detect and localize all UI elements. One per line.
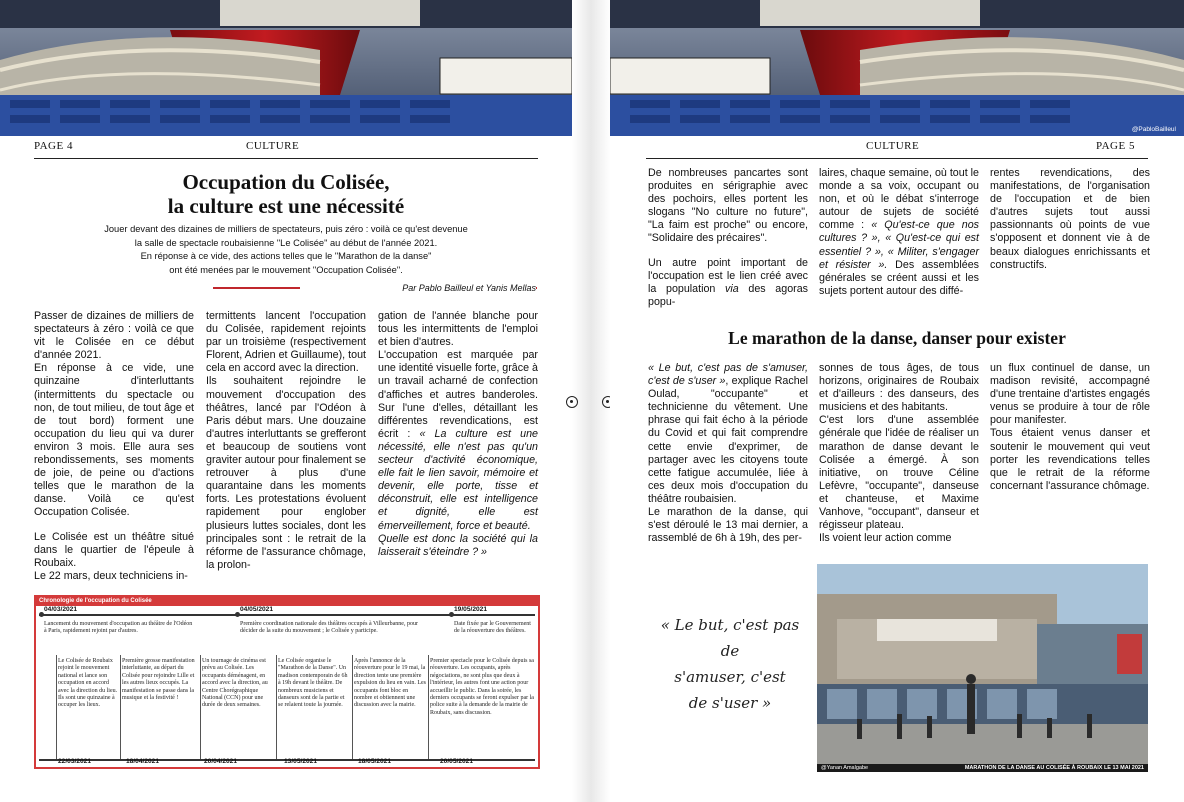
timeline-event-text: Après l'annonce de la réouverture pour le 19 mai, la direction tente une première expulsion du lieu en vain. Les occupants font bloc en nombre et obtiennent une discussion avec la mairie. (354, 658, 426, 709)
body-column-3 (378, 310, 538, 559)
paragraph-text: laires, chaque semaine, où tout le monde a sa voix, occupant ou non, et où le débat s'interroge autour de sujets de société comme : (819, 167, 979, 232)
photo-credit-top: @PabloBailleul (1131, 126, 1176, 133)
colisee-photo (817, 564, 1148, 772)
timeline-tick (120, 655, 121, 759)
timeline-date: 13/05/2021 (284, 758, 318, 765)
paragraph: Tous étaient venus danser et soutenir le mouvement qui veut porter les revendications telles que le retrait de la réforme concernant l'assurance chômage. (990, 427, 1150, 492)
timeline-date: 19/05/2021 (454, 606, 488, 613)
byline: Par Pablo Bailleul et Yanis Mellas (300, 283, 536, 293)
paragraph: Passer de dizaines de milliers de spectateurs à zéro : voilà ce que vit le Colisée en ce début d'année 2021. (34, 310, 194, 362)
hero-photo-theatre-right (610, 0, 1184, 136)
paragraph-text: Des assemblées générales se créent aussi et les sujets portent autour des diffé- (819, 258, 979, 297)
paragraph: rentes revendications, des manifestations, de l'organisation de l'occupation et de bien d'autres sujets tout aussi passionnants où points de vue s'opposent et donnent vie à de beaux dialogues enrichissants et constructifs. (990, 167, 1150, 271)
pull-quote (650, 612, 810, 716)
page-number-left: PAGE 4 (34, 140, 73, 152)
timeline-event-text: Première coordination nationale des théâtres occupés à Villeurbanne, pour décider de la suite du mouvement ; le Colisée y participe. (240, 621, 418, 635)
timeline-tick (56, 655, 57, 759)
paragraph: En réponse à ce vide, une quinzaine d'interluttants (intermittents du spectacle ou non, de tout milieu, de tout âge et de tout bord) forment une occupation du lieu qui va durer environ 3 mois. Elle aura ses rebondissements, ses moments de joie, de peine ou d'actions telles que le marathon de la danse. Voilà ce qu'est Occupation Colisée. (34, 362, 194, 519)
timeline-box (34, 595, 540, 769)
timeline-date: 22/03/2021 (58, 758, 92, 765)
body-column-1 (648, 167, 808, 309)
timeline-event-text: Le Colisée de Roubaix rejoint le mouvement national et lance son occupation en accord avec la direction du lieu. Ils sont une quinzaine à occuper les lieux. (58, 658, 118, 709)
paragraph: Ils voient leur action comme (819, 532, 952, 545)
body-column-2 (819, 167, 979, 298)
paragraph: C'est lors d'une assemblée générale que l'idée de réaliser un marathon de danse devant le Colisée a émergé. À son initiative, on trouve Céline Lefèvre, "occupante", danseuse et chanteuse, et Maxime Vanhove, "occupant", danseur et régisseur plateau. (819, 414, 979, 532)
timeline-event-text: Premier spectacle pour le Colisée depuis sa réouverture. Les occupants, après négociations, ne sont plus que deux à l'intérieur, les autres font une action pour accueillir le public. Dans la soirée, les derniers occupants se feront expulser par la police suite à la demande de la mairie de Roubaix, sans discussion. (430, 658, 534, 716)
title-line-2: la culture est une nécessité (167, 194, 405, 218)
paragraph-emphasis: via (725, 282, 739, 295)
paragraph-text: des agoras popu- (648, 282, 808, 308)
paragraph: sonnes de tous âges, de tous horizons, originaires de Roubaix et d'ailleurs : des danseurs, des musiciens et des habitants. (819, 362, 979, 414)
paragraph: Ils souhaitent rejoindre le mouvement d'occupation des théâtres, lancé par l'Odéon à Paris début mars. Une douzaine d'autres interluttants se grefferont et beaucoup de soutiens vont graviter autour pour finalement se retrouver à plus d'une quarantaine dans les moments forts. Les protestations évoluent rapidement pour englober plusieurs luttes sociales, dont les principales sont : le retrait de la réforme de l'assurance chômage, la prolon- (206, 375, 366, 571)
pull-quote-line: s'amuser, c'est (674, 668, 786, 686)
standfirst-line: En réponse à ce vide, des actions telles que le "Marathon de la danse" (140, 251, 432, 261)
page-number-right: PAGE 5 (1096, 140, 1135, 152)
marathon-column-1 (648, 362, 808, 545)
section-subtitle: Le marathon de la danse, danser pour exister (728, 328, 1066, 348)
timeline-tick (200, 655, 201, 759)
paragraph: un flux continuel de danse, un madison revisité, accompagné d'une trentaine d'artistes engagés venus se produire à tour de rôle pour manifester. (990, 362, 1150, 427)
pull-quote-line: de s'user » (688, 694, 772, 712)
body-column-2 (206, 310, 366, 572)
article-standfirst (34, 223, 538, 277)
paragraph: Le 22 mars, deux techniciens in- (34, 569, 188, 582)
timeline-event-text: Première grosse manifestation interluttante, au départ du Colisée pour rejoindre Lille et les autres lieux occupés. La manifestation se passe dans la musique et la festivité ! (122, 658, 195, 702)
marathon-column-2 (819, 362, 979, 545)
timeline-date: 20/05/2021 (440, 758, 474, 765)
hero-photo-theatre-left (0, 0, 572, 136)
body-column-1 (34, 310, 194, 583)
standfirst-line: la salle de spectacle roubaisienne "Le Colisée" au début de l'année 2021. (134, 237, 438, 248)
paragraph: Le marathon de la danse, qui s'est déroulé le 13 mai dernier, a rassemblé de 6h à 19h, des per- (648, 506, 808, 545)
paragraph: Le Colisée est un théâtre situé dans le quartier de l'épeule à Roubaix. (34, 530, 194, 569)
timeline-event-text: Date fixée par le Gouvernement de la réouverture des théâtres. (454, 621, 531, 635)
timeline-event-text: Lancement du mouvement d'occupation au théâtre de l'Odéon à Paris, rapidement rejoint par d'autres. (44, 621, 193, 635)
banner-quote: « La culture est une nécessité, elle n'est pas qu'un secteur d'activité économique, elle fait le lien savoir, mémoire et devenir, elle porte, tisse et déconstruit, elle est intelligence et dignité, elle est émerveillement, force et beauté. (378, 427, 538, 532)
photo-credit: @Yanan Amalgabe (821, 765, 869, 771)
theatre-interior-illustration (0, 0, 572, 136)
paragraph-text: L'occupation est marquée par une identité visuelle forte, grâce à un travail acharné de confection d'affiches et autres banderoles. Sur l'une d'elles, détaillant les différentes revendications, est écrit : (378, 349, 538, 440)
paragraph: gation de l'année blanche pour tous les intermittents de l'emploi et bien d'autres. (378, 310, 538, 349)
section-label-left: CULTURE (246, 140, 300, 152)
header-rule-left (34, 158, 538, 159)
timeline-date: 04/05/2021 (240, 606, 274, 613)
quote-emphasis: « Le but, c'est pas de s'amuser, c'est de s'user » (648, 362, 808, 388)
registration-mark (566, 396, 578, 408)
paragraph-text: Un autre point important de l'occupation est le lien créé avec la population (648, 256, 808, 295)
timeline-date: 04/03/2021 (44, 606, 78, 613)
right-page (610, 0, 1184, 802)
marathon-column-3 (990, 362, 1150, 493)
photo-caption: MARATHON DE LA DANSE AU COLISÉE À ROUBAIX LE 13 MAI 2021 (964, 765, 1144, 771)
theatre-interior-illustration (610, 0, 1184, 136)
timeline-date: 18/04/2021 (126, 758, 160, 765)
timeline-tick (428, 655, 429, 759)
timeline-title: Chronologie de l'occupation du Colisée (36, 597, 538, 606)
article-title (34, 170, 538, 218)
timeline-tick (276, 655, 277, 759)
timeline-event-text: Le Colisée organise le "Marathon de la Danse". Un madison contemporain de 6h à 19h devant le théâtre. De nombreux musiciens et danseurs sont de la partie et se relaient toute la journée. (278, 658, 348, 709)
timeline-top-axis (39, 614, 535, 616)
body-column-3 (990, 167, 1150, 272)
pull-quote-line: « Le but, c'est pas de (660, 616, 800, 660)
timeline-event-text: Un tournage de cinéma est prévu au Colisée. Les occupants déménagent, en accord avec la direction, au Centre Chorégraphique National (CCN) pour une durée de deux semaines. (202, 658, 268, 709)
colisee-facade-illustration (817, 564, 1148, 772)
section-label-right: CULTURE (866, 140, 920, 152)
timeline-date: 20/04/2021 (204, 758, 238, 765)
timeline-tick (352, 655, 353, 759)
paragraph: termittents lancent l'occupation du Colisée, rapidement rejoints par un troisième (respectivement Florent, Adrien et Guillaume), tout cela en accord avec la direction. (206, 310, 366, 375)
title-line-1: Occupation du Colisée, (182, 170, 390, 194)
paragraph-text: , explique Rachel Oulad, "occupante" et technicienne du vêtement. Une phrase qui fait écho à la période du Covid et qui fait comprendre cette envie d'exprimer, de partager avec les citoyens toute cette fatigue accumulée, liée à ces deux mois d'occupation du théâtre roubaisien. (648, 375, 808, 505)
header-rule-right (646, 158, 1148, 159)
banner-quote-end: Quelle est donc la société qui la laisserait s'éteindre ? » (378, 532, 538, 558)
left-page (0, 0, 572, 802)
paragraph: De nombreuses pancartes sont produites en sérigraphie avec des pochoirs, elles portent les slogans "No culture no future", "La faim est proche" ou encore, "Solidaire des précaires". (648, 167, 808, 245)
paragraph-emphasis: « Qu'est-ce que nos cultures ? », « Qu'est-ce qui est essentiel ? », « Militer, s'engager et résister ». (819, 219, 979, 271)
standfirst-line: ont été menées par le mouvement "Occupation Colisée". (169, 264, 403, 275)
timeline-date: 18/05/2021 (358, 758, 392, 765)
standfirst-line: Jouer devant des dizaines de milliers de spectateurs, puis zéro : voilà ce qu'est devenue (104, 224, 468, 234)
